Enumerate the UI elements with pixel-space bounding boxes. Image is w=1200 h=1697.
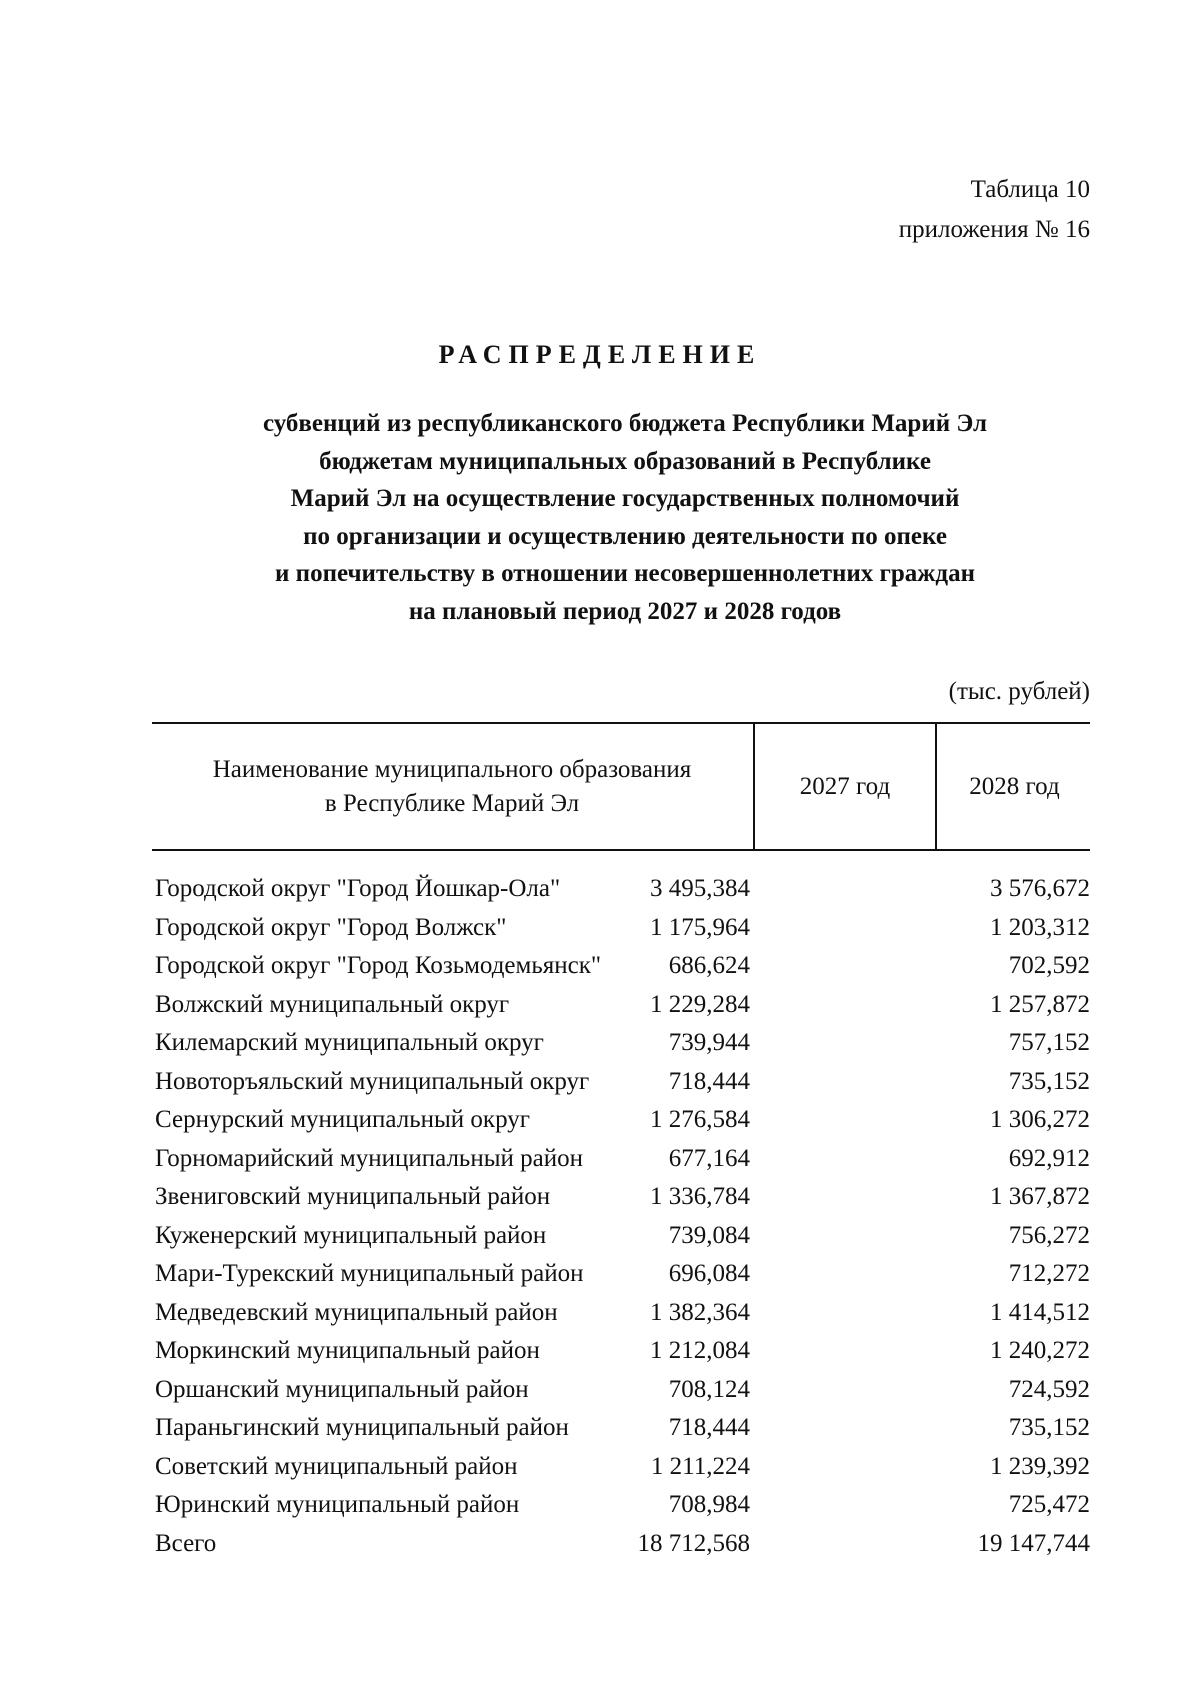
municipality-name: Городской округ "Город Йошкар-Ола" [155, 875, 561, 902]
municipality-name: Советский муниципальный район [155, 1452, 518, 1480]
table-row [155, 909, 1090, 948]
table-row [155, 870, 1090, 909]
value-2027: 708,124 [668, 1375, 750, 1403]
municipality-name: Горномарийский муниципальный район [155, 1144, 583, 1172]
municipality-name: Звениговский муниципальный район [155, 1183, 551, 1210]
table-row [155, 1217, 1090, 1256]
value-2028: 712,272 [1008, 1260, 1090, 1287]
value-2028: 1 239,392 [990, 1452, 1090, 1480]
value-2027: 3 495,384 [650, 875, 750, 902]
value-2027: 708,984 [668, 1491, 750, 1518]
value-2028: 1 367,872 [990, 1183, 1090, 1210]
total-row [155, 1525, 1090, 1564]
table-row [155, 1255, 1090, 1294]
municipality-name: Городской округ "Город Козьмодемьянск" [155, 952, 602, 979]
value-2028: 702,592 [1008, 952, 1090, 979]
value-2028: 756,272 [1008, 1221, 1090, 1249]
value-2028: 724,592 [1008, 1375, 1090, 1403]
value-2027: 1 382,364 [650, 1298, 750, 1326]
value-2028: 725,472 [1008, 1491, 1090, 1518]
value-2028: 692,912 [1008, 1144, 1090, 1172]
table-row [155, 1486, 1090, 1525]
value-2027: 696,084 [668, 1260, 750, 1287]
value-2028: 757,152 [1008, 1029, 1090, 1056]
value-2027: 739,944 [668, 1029, 750, 1056]
municipality-name: Волжский муниципальный округ [155, 990, 510, 1018]
municipality-name: Куженерский муниципальный район [155, 1221, 547, 1249]
value-2027: 686,624 [668, 952, 750, 979]
table-header [152, 722, 1090, 851]
table-body [155, 870, 1090, 1563]
table-row [155, 1332, 1090, 1371]
municipality-name: Городской округ "Город Волжск" [155, 913, 507, 941]
table-reference [899, 170, 1090, 250]
table-row [155, 1178, 1090, 1217]
column-header-2028: 2028 год [935, 724, 1092, 849]
table-row [155, 1101, 1090, 1140]
value-2028: 19 147,744 [977, 1529, 1090, 1557]
value-2027: 718,444 [668, 1067, 750, 1095]
subtitle-line: бюджетам муниципальных образований в Республике [319, 447, 931, 475]
column-header-2027: 2027 год [753, 724, 935, 849]
table-row [155, 986, 1090, 1025]
municipality-name: Сернурский муниципальный округ [155, 1106, 530, 1133]
municipality-name: Новоторъяльский муниципальный округ [155, 1067, 590, 1095]
value-2027: 718,444 [668, 1414, 750, 1441]
table-row [155, 947, 1090, 986]
municipality-name: Оршанский муниципальный район [155, 1375, 529, 1403]
subtitle-line: субвенций из республиканского бюджета Республики Марий Эл [262, 410, 988, 437]
column-header-name-line2: в Республике Марий Эл [324, 789, 580, 817]
value-2028: 735,152 [1008, 1414, 1090, 1441]
value-2027: 1 276,584 [650, 1106, 750, 1133]
municipality-name: Моркинский муниципальный район [155, 1337, 540, 1364]
value-2028: 1 257,872 [990, 990, 1090, 1018]
value-2028: 1 240,272 [990, 1337, 1090, 1364]
value-2027: 1 175,964 [650, 913, 750, 941]
value-2028: 3 576,672 [990, 875, 1090, 902]
value-2028: 735,152 [1008, 1067, 1090, 1095]
municipality-name: Килемарский муниципальный округ [155, 1029, 544, 1056]
units-label: (тыс. рублей) [948, 678, 1090, 705]
table-row [155, 1371, 1090, 1410]
municipality-name: Мари-Турекский муниципальный район [155, 1260, 584, 1287]
value-2027: 1 229,284 [650, 990, 750, 1018]
municipality-name: Медведевский муниципальный район [155, 1298, 558, 1326]
value-2027: 1 212,084 [650, 1337, 750, 1364]
subtitle-line: Марий Эл на осуществление государственных полномочий [290, 485, 960, 512]
table-row [155, 1409, 1090, 1448]
value-2027: 739,084 [668, 1221, 750, 1249]
document-subtitle [150, 405, 1100, 630]
table-row [155, 1294, 1090, 1333]
value-2027: 1 211,224 [650, 1452, 750, 1480]
municipality-name: Всего [155, 1529, 217, 1557]
column-header-name-line1: Наименование муниципального образования [212, 755, 692, 783]
subtitle-line: на плановый период 2027 и 2028 годов [408, 597, 842, 625]
municipality-name: Параньгинский муниципальный район [155, 1414, 569, 1441]
table-row [155, 1024, 1090, 1063]
table-number: Таблица 10 [970, 176, 1090, 203]
value-2028: 1 306,272 [990, 1106, 1090, 1133]
value-2028: 1 203,312 [990, 913, 1090, 941]
value-2027: 1 336,784 [650, 1183, 750, 1210]
value-2028: 1 414,512 [990, 1298, 1090, 1326]
subtitle-line: по организации и осуществлению деятельности по опеке [303, 522, 947, 550]
document-title: РАСПРЕДЕЛЕНИЕ [438, 340, 762, 369]
table-row [155, 1448, 1090, 1487]
appendix-number: приложения № 16 [898, 216, 1090, 243]
subtitle-line: и попечительству в отношении несовершеннолетних граждан [275, 560, 975, 587]
column-header-name [152, 724, 752, 849]
municipality-name: Юринский муниципальный район [155, 1491, 520, 1518]
table-row [155, 1140, 1090, 1179]
value-2027: 18 712,568 [637, 1529, 750, 1557]
value-2027: 677,164 [668, 1144, 750, 1172]
table-row [155, 1063, 1090, 1102]
